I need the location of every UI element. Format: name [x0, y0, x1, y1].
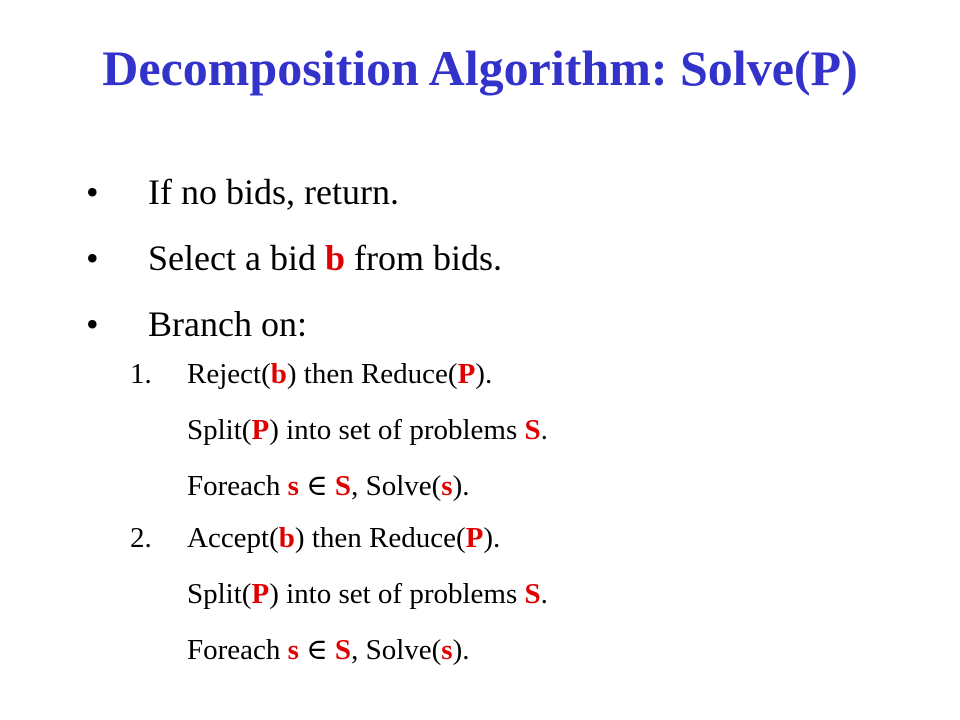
text: Reject( — [187, 358, 271, 390]
bid-variable: b — [278, 522, 295, 554]
bullet-symbol: • — [86, 304, 99, 344]
branch-number-1: 1. — [130, 358, 152, 390]
problem-variable: P — [457, 358, 476, 390]
bid-variable: b — [270, 358, 287, 390]
text: ). — [452, 634, 470, 666]
text: Split( — [187, 578, 252, 610]
text: Split( — [187, 414, 252, 446]
foreach-line-1 — [187, 468, 470, 504]
bullet-text-post: from bids. — [344, 238, 502, 278]
element-variable: s — [441, 470, 453, 502]
bullet-item-no-bids — [86, 170, 399, 214]
text: ). — [483, 522, 501, 554]
split-line-1 — [187, 412, 548, 448]
problem-variable: P — [465, 522, 484, 554]
element-variable: s — [287, 470, 299, 502]
element-variable: s — [441, 634, 453, 666]
text: Foreach — [187, 634, 288, 666]
text: , Solve( — [351, 470, 442, 502]
text: ) then Reduce( — [286, 358, 458, 390]
element-of-symbol: ∈ — [298, 470, 335, 502]
text: Foreach — [187, 470, 288, 502]
set-variable: S — [334, 634, 352, 666]
element-of-symbol: ∈ — [298, 634, 335, 666]
bullet-item-select-bid — [86, 236, 502, 280]
bullet-symbol: • — [86, 172, 99, 212]
text: , Solve( — [351, 634, 442, 666]
text: ) into set of problems — [269, 578, 525, 610]
bullet-text: Branch on: — [148, 304, 307, 344]
branch-reject-line — [187, 356, 492, 392]
element-variable: s — [287, 634, 299, 666]
text: ). — [452, 470, 470, 502]
problem-variable: P — [251, 414, 270, 446]
bullet-item-branch-on — [86, 302, 307, 346]
set-variable: S — [524, 578, 541, 610]
text: . — [540, 414, 548, 446]
bullet-text-pre: Select a bid — [148, 238, 325, 278]
branch-accept-line — [187, 520, 500, 556]
set-variable: S — [334, 470, 352, 502]
bid-variable: b — [324, 238, 345, 278]
foreach-line-2 — [187, 632, 470, 668]
problem-variable: P — [251, 578, 270, 610]
split-line-2 — [187, 576, 548, 612]
set-variable: S — [524, 414, 541, 446]
text: ) into set of problems — [269, 414, 525, 446]
text: ) then Reduce( — [294, 522, 466, 554]
branch-number-2: 2. — [130, 522, 152, 554]
text: Accept( — [187, 522, 279, 554]
bullet-symbol: • — [86, 238, 99, 278]
bullet-text: If no bids, return. — [148, 172, 399, 212]
slide-title: Decomposition Algorithm: Solve(P) — [102, 40, 858, 96]
text: ). — [475, 358, 493, 390]
text: . — [540, 578, 548, 610]
